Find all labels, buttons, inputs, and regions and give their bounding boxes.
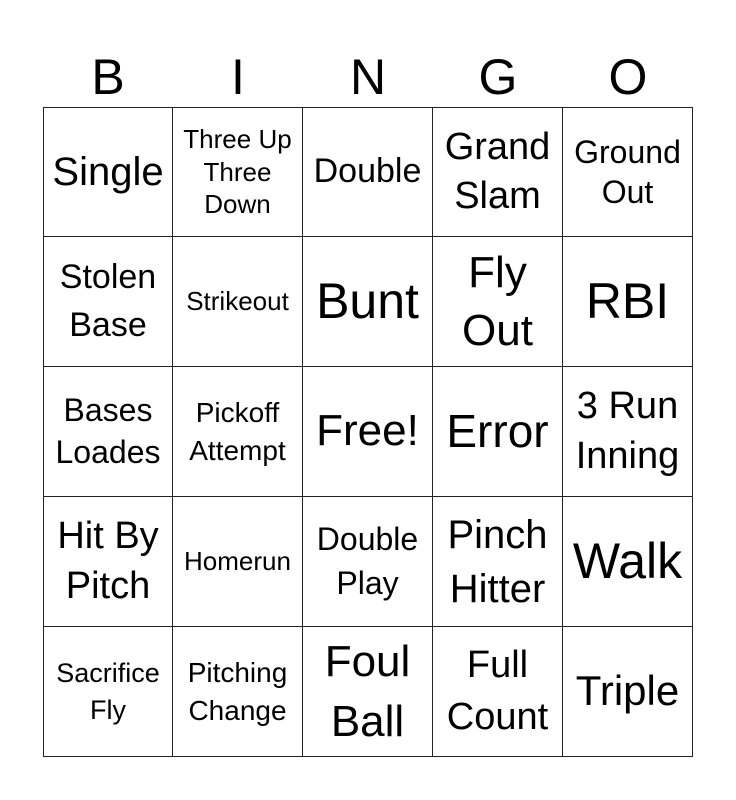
bingo-cell[interactable] xyxy=(173,497,303,627)
header-letter-g: G xyxy=(478,49,518,105)
bingo-cell[interactable] xyxy=(563,627,693,757)
bingo-cell-label: Triple xyxy=(575,667,680,715)
bingo-cell-label: RBI xyxy=(585,272,670,329)
bingo-cell[interactable] xyxy=(433,497,563,627)
bingo-cell[interactable] xyxy=(303,237,433,367)
bingo-cell-label: 3 Run Inning xyxy=(575,385,680,477)
bingo-cell[interactable] xyxy=(303,627,433,757)
bingo-cell-label: Free! xyxy=(316,406,419,456)
bingo-cell[interactable] xyxy=(173,237,303,367)
bingo-cell[interactable] xyxy=(173,107,303,237)
bingo-cell[interactable] xyxy=(433,367,563,497)
bingo-cell[interactable] xyxy=(43,107,173,237)
bingo-cell[interactable] xyxy=(303,497,433,627)
bingo-cell[interactable] xyxy=(563,237,693,367)
bingo-cell-label: Double Play xyxy=(316,521,419,601)
bingo-cell-label: Pinch Hitter xyxy=(447,512,548,611)
bingo-cell[interactable] xyxy=(173,367,303,497)
bingo-cell[interactable] xyxy=(43,627,173,757)
header-letter-n: N xyxy=(349,49,387,105)
bingo-cell-label: Grand Slam xyxy=(444,125,551,217)
bingo-cell-label: Error xyxy=(446,405,549,458)
bingo-cell-label: Walk xyxy=(572,532,683,589)
bingo-cell[interactable] xyxy=(43,497,173,627)
bingo-cell[interactable] xyxy=(303,107,433,237)
bingo-cell-label: Hit By Pitch xyxy=(57,515,159,607)
bingo-cell-label: Stolen Base xyxy=(59,257,157,344)
bingo-cell-label: Sacrifice Fly xyxy=(56,658,160,725)
bingo-cell[interactable] xyxy=(563,367,693,497)
bingo-cell-label: Bunt xyxy=(316,272,419,329)
bingo-cell-label: Ground Out xyxy=(574,134,681,210)
header-letter-o: O xyxy=(608,49,648,105)
header-letter-i: I xyxy=(231,49,245,105)
header-letter-b: B xyxy=(91,49,125,105)
bingo-cell[interactable] xyxy=(303,367,433,497)
bingo-cell[interactable] xyxy=(433,107,563,237)
bingo-cell[interactable] xyxy=(43,367,173,497)
bingo-cell-label: Single xyxy=(52,150,164,194)
bingo-cell-label: Double xyxy=(313,152,422,191)
bingo-cell[interactable] xyxy=(433,237,563,367)
bingo-cell[interactable] xyxy=(433,627,563,757)
bingo-cell-label: Three Up Three Down xyxy=(183,124,292,220)
bingo-cell[interactable] xyxy=(173,627,303,757)
bingo-cell[interactable] xyxy=(43,237,173,367)
bingo-cell-label: Pitching Change xyxy=(187,656,288,726)
bingo-cell-label: Full Count xyxy=(446,644,549,738)
bingo-cell[interactable] xyxy=(563,107,693,237)
bingo-cell-label: Fly Out xyxy=(462,248,533,355)
bingo-header xyxy=(43,46,693,108)
bingo-cell[interactable] xyxy=(563,497,693,627)
bingo-cell-label: Strikeout xyxy=(186,285,289,316)
bingo-grid xyxy=(43,107,693,757)
bingo-cell-label: Foul Ball xyxy=(324,637,411,746)
bingo-cell-label: Homerun xyxy=(184,545,291,576)
bingo-cell-label: Pickoff Attempt xyxy=(189,396,286,466)
bingo-cell-label: Bases Loades xyxy=(55,391,161,470)
